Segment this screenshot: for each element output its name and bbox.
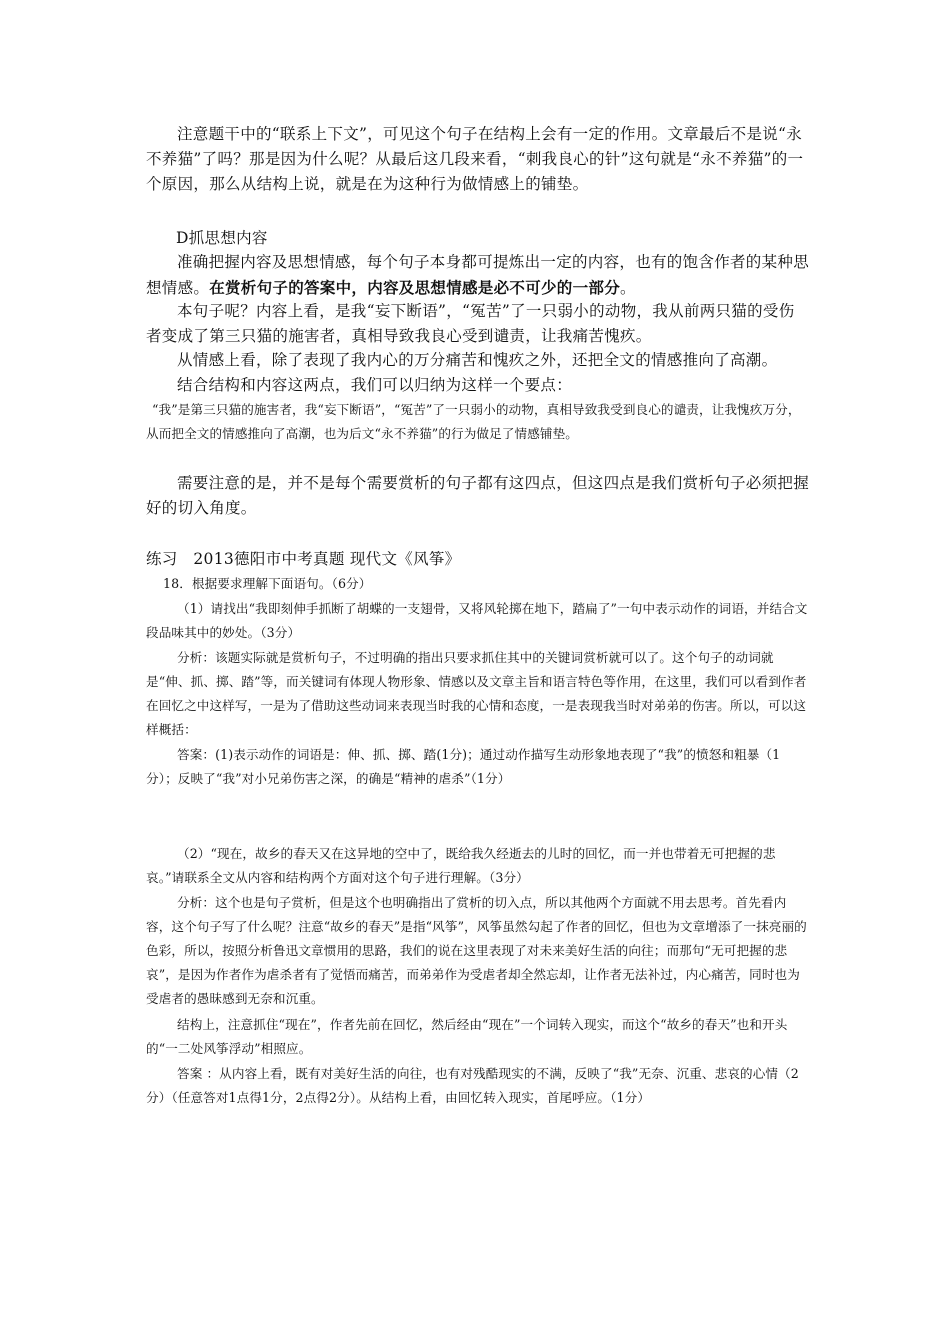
question-18-1: （1）请找出“我即刻伸手抓断了胡蝶的一支翅骨，又将风轮掷在地下，踏扁了”一句中表示动作的词语，并结合文段品味其中的妙处。（3分） (146, 601, 808, 640)
paragraph-emotion: 从情感上看，除了表现了我内心的万分痛苦和愧疚之外，还把全文的情感推向了高潮。 (177, 351, 778, 369)
question-18: 18．根据要求理解下面语句。（6分） (163, 576, 372, 591)
paragraph-summary-lead: 结合结构和内容这两点，我们可以归纳为这样一个要点： (177, 376, 573, 394)
paragraph-note: 需要注意的是，并不是每个需要赏析的句子都有这四点，但这四点是我们赏析句子必须把握好的切入角度。 (146, 474, 810, 517)
bold-emphasis: 在赏析句子的答案中，内容及思想情感是必不可少的一部分 (209, 278, 621, 297)
paragraph-content-emotion (146, 250, 810, 301)
paragraph-sentence-content: 本句子呢？内容上看，是我“妄下断语”，“冤苦”了一只弱小的动物，我从前两只猫的受伤者变成了第三只猫的施害者，真相导致我良心受到谴责，让我痛苦愧疚。 (146, 302, 795, 345)
paragraph-structure-note: 注意题干中的“联系上下文”，可见这个句子在结构上会有一定的作用。文章最后不是说“永不养猫”了吗？那是因为什么呢？从最后这几段来看，“刺我良心的针”这句就是“永不养猫”的一个原因，那么从结构上说，就是在为这种行为做情感上的铺垫。 (146, 125, 804, 193)
practice-heading: 练习 2013德阳市中考真题 现代文《风筝》 (146, 550, 461, 568)
answer-1: 答案：(1)表示动作的词语是：伸、抓、掷、踏(1分)；通过动作描写生动形象地表现了“我”的愤怒和粗暴（1分）；反映了“我”对小兄弟伤害之深，的确是“精神的虐杀”（1分） (146, 747, 781, 786)
paragraph-end-mark: 。 (620, 279, 636, 297)
question-18-2: （2）“现在，故乡的春天又在这异地的空中了，既给我久经逝去的儿时的回忆，而一并也带着无可把握的悲哀。”请联系全文从内容和结构两个方面对这个句子进行理解。（3分） (146, 846, 776, 885)
analysis-2: 分析：这个也是句子赏析，但是这个也明确指出了赏析的切入点，所以其他两个方面就不用去思考。首先看内容，这个句子写了什么呢？注意“故乡的春天”是指“风筝”，风筝虽然勾起了作者的回忆，但也为文章增添了一抹亮丽的色彩，所以，按照分析鲁迅文章惯用的思路，我们的说在这里表现了对未来美好生活的向往；而那句“无可把握的悲哀”，是因为作者作为虐杀者有了觉悟而痛苦，而弟弟作为受虐者却全然忘却，让作者无法补过，内心痛苦，同时也为受虐者的愚昧感到无奈和沉重。 (146, 895, 807, 1006)
paragraph-key-point: “我”是第三只猫的施害者，我“妄下断语”，“冤苦”了一只弱小的动物，真相导致我受到良心的谴责，让我愧疚万分，从而把全文的情感推向了高潮，也为后文“永不养猫”的行为做足了情感铺垫。 (146, 402, 801, 441)
analysis-2-structure: 结构上，注意抓住“现在”，作者先前在回忆，然后经由“现在”一个词转入现实，而这个“故乡的春天”也和开头的“一二处风筝浮动”相照应。 (146, 1017, 788, 1056)
heading-d: D抓思想内容 (176, 229, 268, 247)
paragraph-content-emotion-text: 准确把握内容及思想情感，每个句子本身都可提炼出一定的内容，也有的饱含作者的某种思想情感。 (146, 253, 810, 297)
answer-2: 答案 ：从内容上看，既有对美好生活的向往，也有对残酷现实的不满，反映了“我”无奈、沉重、悲哀的心情（2分）（任意答对1点得1分，2点得2分）。从结构上看，由回忆转入现实，首尾呼应。（1分） (146, 1066, 799, 1105)
analysis-1: 分析：该题实际就是赏析句子，不过明确的指出只要求抓住其中的关键词赏析就可以了。这个句子的动词就是“伸、抓、掷、踏”等，而关键词有体现人物形象、情感以及文章主旨和语言特色等作用，在这里，我们可以看到作者在回忆之中这样写，一是为了借助这些动词来表现当时我的心情和态度，一是表现我当时对弟弟的伤害。所以，可以这样概括： (146, 650, 807, 737)
